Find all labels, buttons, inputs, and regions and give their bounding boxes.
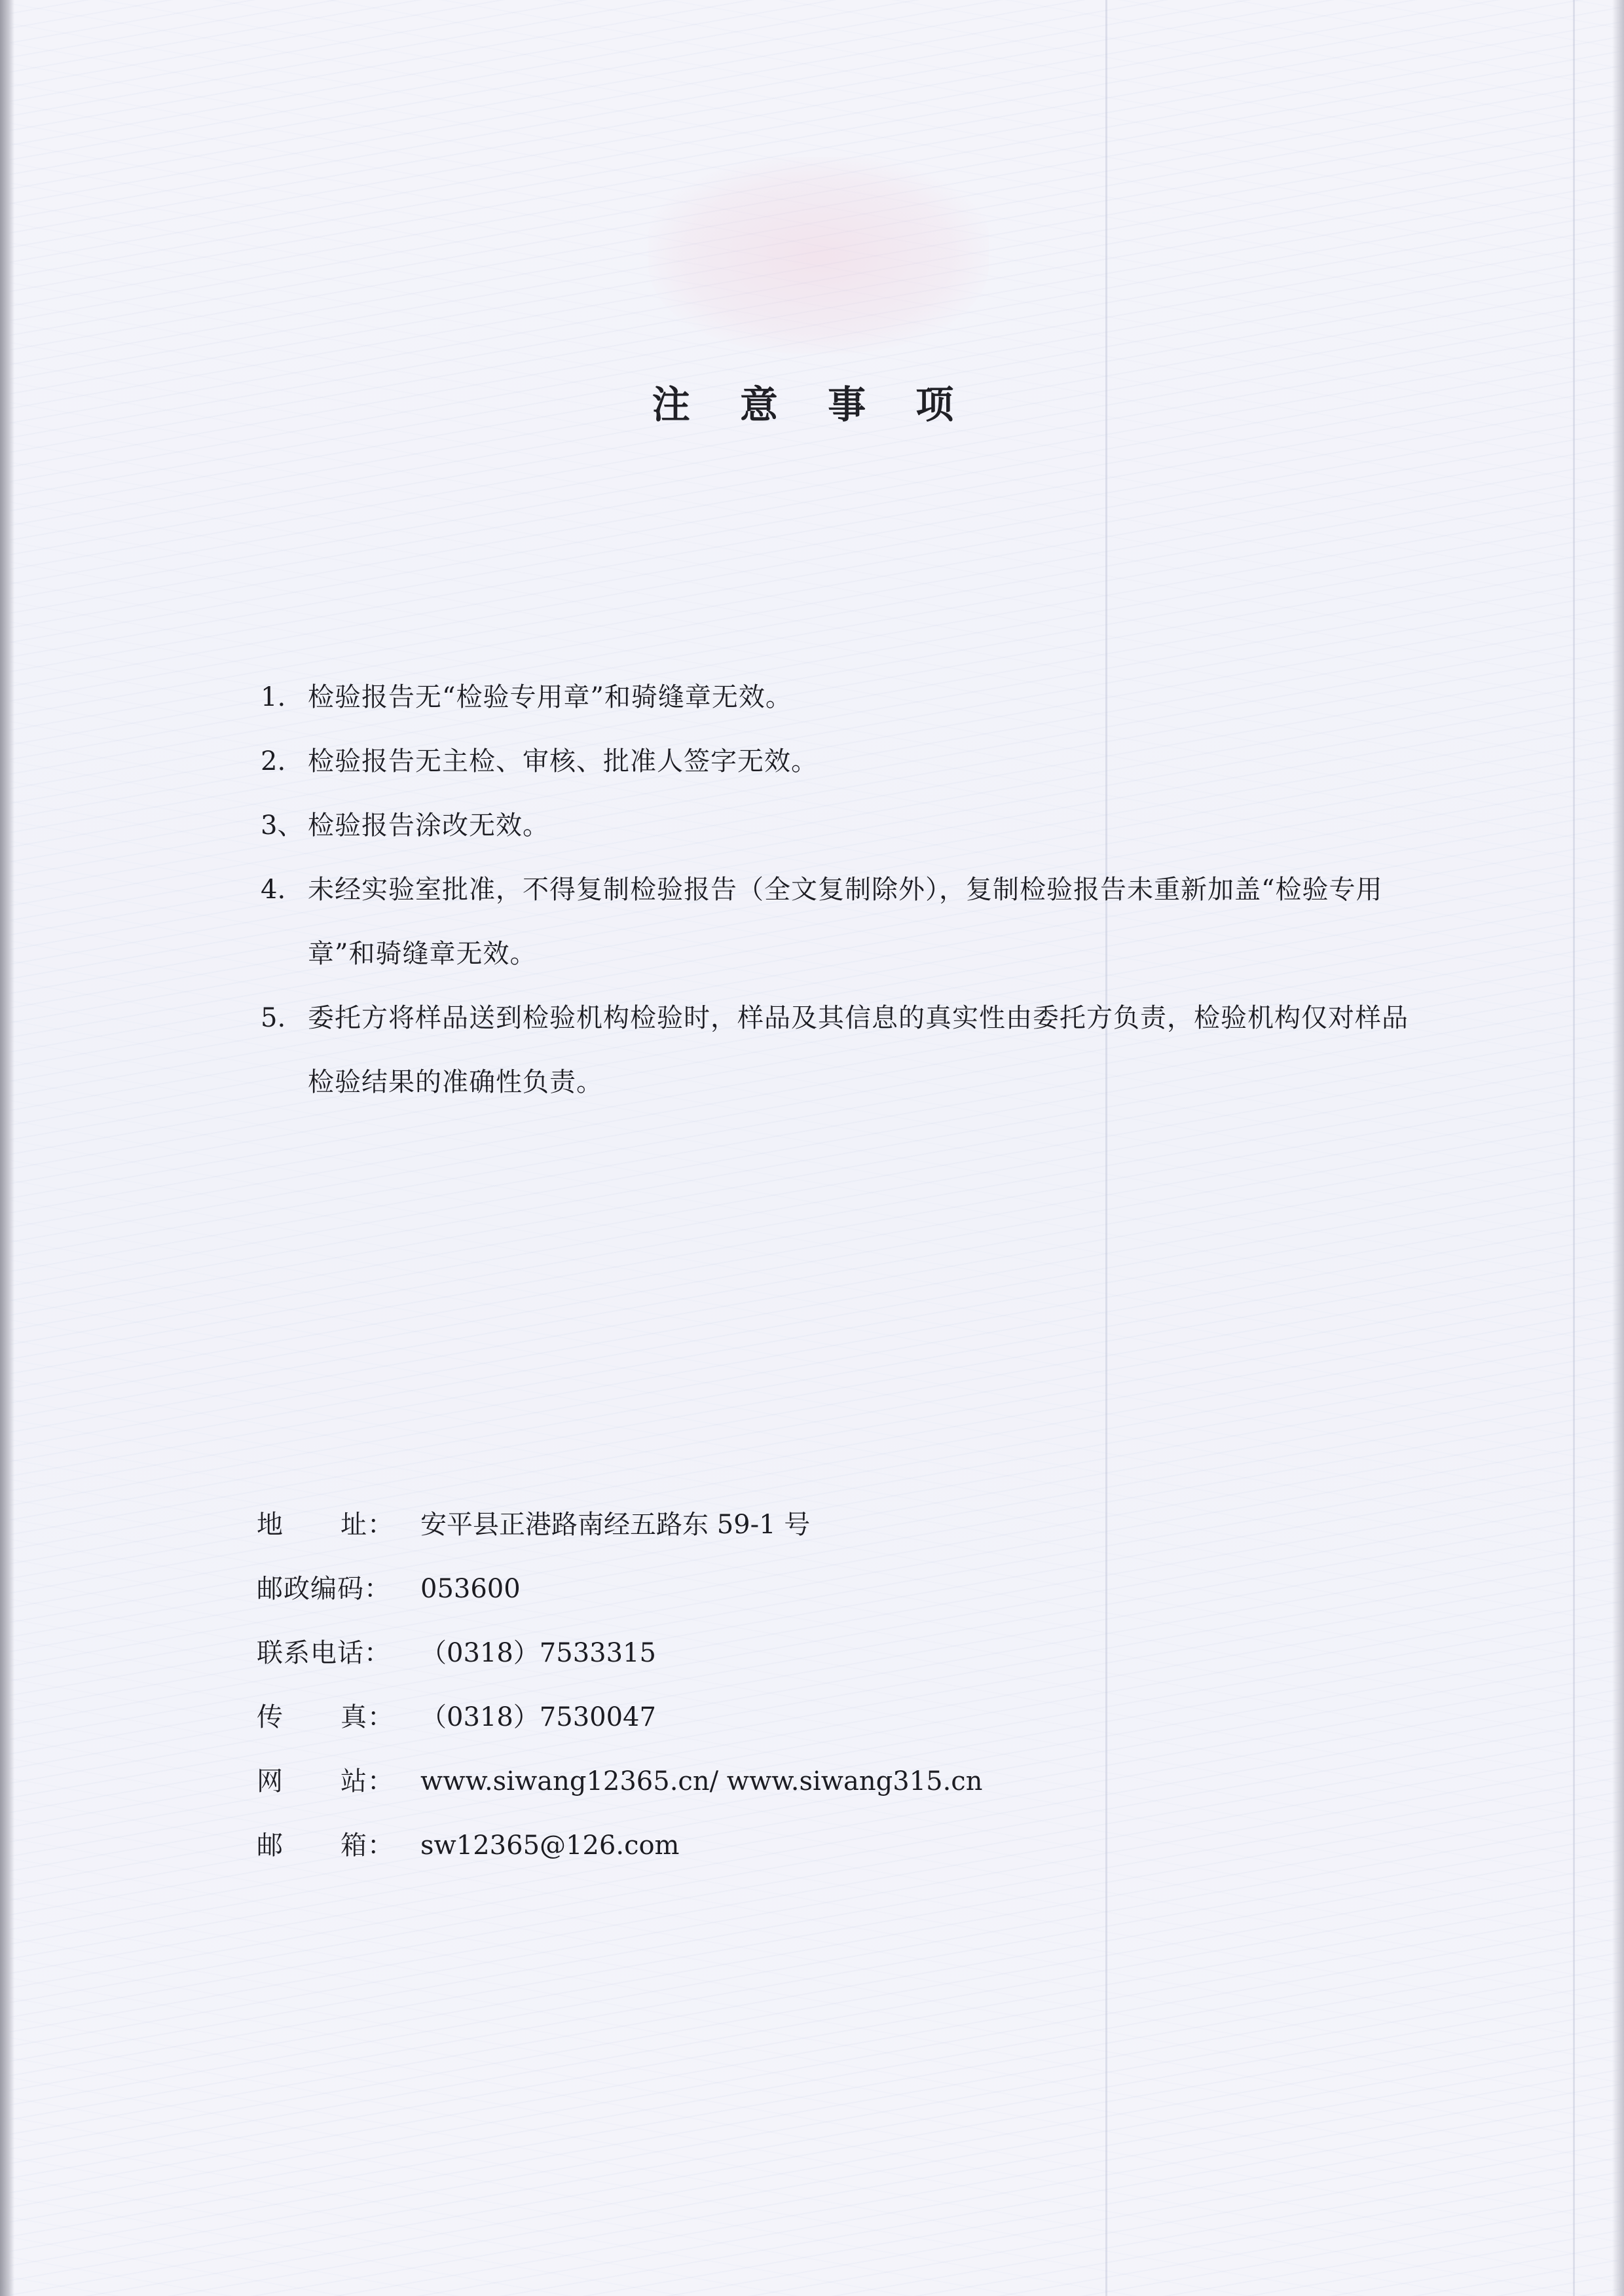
fold-line (1105, 0, 1107, 2296)
note-number: 4. (261, 875, 286, 905)
note-text: 检验报告无“检验专用章”和骑缝章无效。 (308, 682, 792, 712)
note-text: 委托方将样品送到检验机构检验时，样品及其信息的真实性由委托方负责，检验机构仅对样品检验结果的准确性负责。 (308, 1003, 1409, 1097)
contact-fax-row (257, 1685, 1239, 1749)
contact-postcode-row (257, 1557, 1239, 1621)
contact-label (257, 1749, 394, 1813)
notes-list (261, 665, 1413, 1114)
page-right-edge (1612, 0, 1624, 2296)
page-title: 注 意 事 项 (652, 382, 972, 427)
faint-seal-mark (648, 157, 989, 354)
page-left-edge (0, 0, 14, 2296)
label-char: 真： (341, 1702, 394, 1732)
contact-label: 邮政编码： (257, 1574, 391, 1604)
label-char: 地 (257, 1510, 284, 1540)
note-text: 检验报告无主检、审核、批准人签字无效。 (308, 746, 818, 776)
note-item-2 (261, 729, 1413, 793)
label-char: 邮 (257, 1831, 284, 1861)
contact-label (257, 1813, 394, 1878)
label-char: 址： (341, 1510, 394, 1540)
label-char: 箱： (341, 1831, 394, 1861)
contact-phone-row (257, 1621, 1239, 1685)
contact-info (257, 1493, 1239, 1878)
note-number: 3、 (261, 811, 304, 841)
contact-label (257, 1685, 394, 1749)
contact-website: www.siwang12365.cn/ www.siwang315.cn (420, 1766, 983, 1796)
note-number: 2. (261, 746, 286, 776)
note-number: 5. (261, 1003, 286, 1033)
contact-fax: （0318）7530047 (420, 1702, 656, 1732)
fold-line-right (1573, 0, 1575, 2296)
contact-postcode: 053600 (420, 1574, 521, 1604)
contact-email-row (257, 1813, 1239, 1878)
contact-phone: （0318）7533315 (420, 1638, 656, 1668)
note-item-4 (261, 858, 1413, 986)
note-item-1 (261, 665, 1413, 729)
note-item-5 (261, 986, 1413, 1114)
note-text: 检验报告涂改无效。 (308, 811, 549, 841)
contact-address-row (257, 1493, 1239, 1557)
note-item-3 (261, 793, 1413, 858)
contact-label: 联系电话： (257, 1638, 391, 1668)
note-text: 未经实验室批准，不得复制检验报告（全文复制除外），复制检验报告未重新加盖“检验专用章”和骑缝章无效。 (308, 875, 1383, 969)
contact-label (257, 1493, 394, 1557)
label-char: 网 (257, 1766, 284, 1796)
note-number: 1. (261, 682, 286, 712)
contact-website-row (257, 1749, 1239, 1813)
label-char: 传 (257, 1702, 284, 1732)
label-char: 站： (341, 1766, 394, 1796)
contact-address: 安平县正港路南经五路东 59-1 号 (420, 1510, 811, 1540)
contact-email: sw12365@126.com (420, 1831, 680, 1861)
